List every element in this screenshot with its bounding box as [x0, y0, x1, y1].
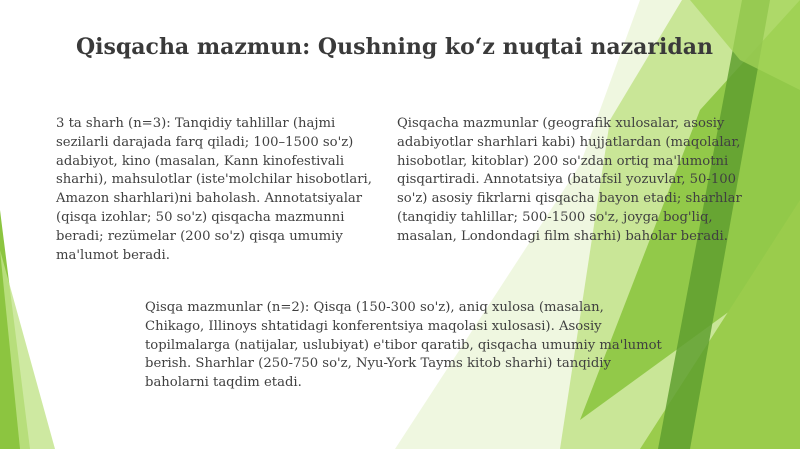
right-text-block: Qisqacha mazmunlar (geografik xulosalar, asosiy adabiyotlar sharhlari kabi) hujjatlardan (maqolalar, hisobotlar, kitoblar) 200 so'zdan ortiq ma'lumotni qisqartiradi. Annotatsiya (batafsil yozuvlar, 50-100 so'z) asosiy fikrlarni qisqacha bayon etadi; sharhlar (tanqidiy tahlillar; 500-1500 so'z, joyga bog'liq, masalan, Londondagi film sharhi) baholar beradi.	[397, 116, 742, 244]
slide-title: Qisqacha mazmun: Qushning ko‘z nuqtai nazaridan	[76, 34, 713, 60]
bottom-text-block: Qisqa mazmunlar (n=2): Qisqa (150-300 so'z), aniq xulosa (masalan, Chikago, Illinoys shtatidagi konferentsiya maqolasi xulosasi). Asosiy topilmalarga (natijalar, uslubiyat) e'tibor qaratib, qisqacha umumiy ma'lumot berish. Sharhlar (250-750 so'z, Nyu-York Tayms kitob sharhi) tanqidiy baholarni taqdim etadi.	[145, 300, 662, 391]
left-text-block: 3 ta sharh (n=3): Tanqidiy tahlillar (hajmi sezilarli darajada farq qiladi; 100–1500 so'z) adabiyot, kino (masalan, Kann kinofestivali sharhi), mahsulotlar (iste'molchilar hisobotlari, Amazon sharhlari)ni baholash. Annotatsiyalar (qisqa izohlar; 50 so'z) qisqacha mazmunni beradi; rezümelar (200 so'z) qisqa umumiy ma'lumot beradi.	[56, 116, 372, 263]
